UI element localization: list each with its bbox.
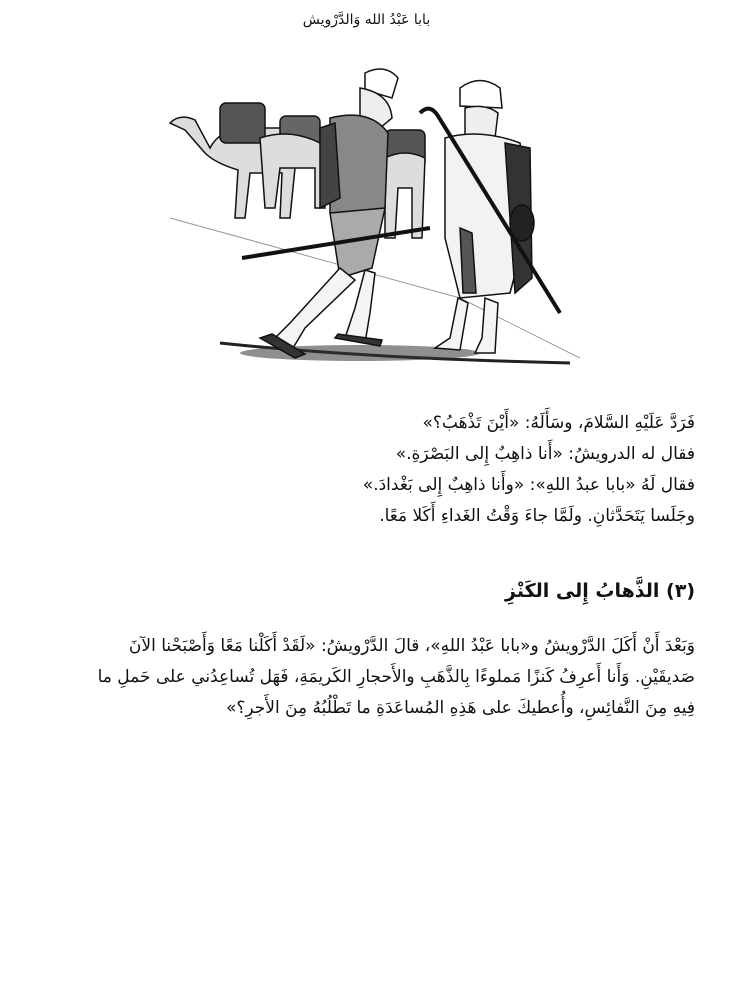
camels-travelers-illustration: [160, 58, 580, 370]
story-line: فَرَدَّ عَلَيْهِ السَّلامَ، وسَأَلَهُ: «أَيْنَ تَذْهَبُ؟»: [422, 413, 695, 433]
story-line: صَديقَيْنِ. وَأَنا أَعرِفُ كَنزًا مَملوءًا بِالذَّهَبِ والأَحجارِ الكَريمَةِ، فَهَل تُساعِدُني على حَملِ ما: [97, 667, 695, 687]
story-paragraph-1: [40, 408, 695, 532]
story-line: فقال لَهُ «بابا عبدُ اللهِ»: «وأَنا ذاهِبٌ إِلى بَغْدادَ.»: [362, 475, 695, 495]
story-line: فقال له الدرويشُ: «أَنا ذاهِبٌ إِلى البَصْرَةِ.»: [395, 444, 695, 464]
section-heading: (٣) الذَّهابُ إِلى الكَنْزِ: [505, 580, 695, 602]
story-line: وَبَعْدَ أَنْ أَكَلَ الدَّرْويشُ و«بابا عَبْدُ اللهِ»، قالَ الدَّرْويشُ: «لَقَدْ أَكَلْنا مَعًا وَأَصْبَحْنا الآنَ: [128, 636, 695, 656]
illustration-svg: [160, 58, 580, 370]
story-line: فِيهِ مِنَ النَّفائِسِ، وأُعطيكَ على هَذِهِ المُساعَدَةِ ما تَطْلُبُهُ مِنَ الأَجرِ؟»: [225, 698, 695, 718]
story-line: وجَلَسا يَتَحَدَّثانِ. ولَمَّا جاءَ وَقْتُ الغَداءِ أَكَلا مَعًا.: [379, 506, 695, 526]
story-paragraph-2: [40, 631, 695, 724]
page-title: بابا عَبْدُ الله وَالدَّرْويش: [302, 12, 431, 28]
